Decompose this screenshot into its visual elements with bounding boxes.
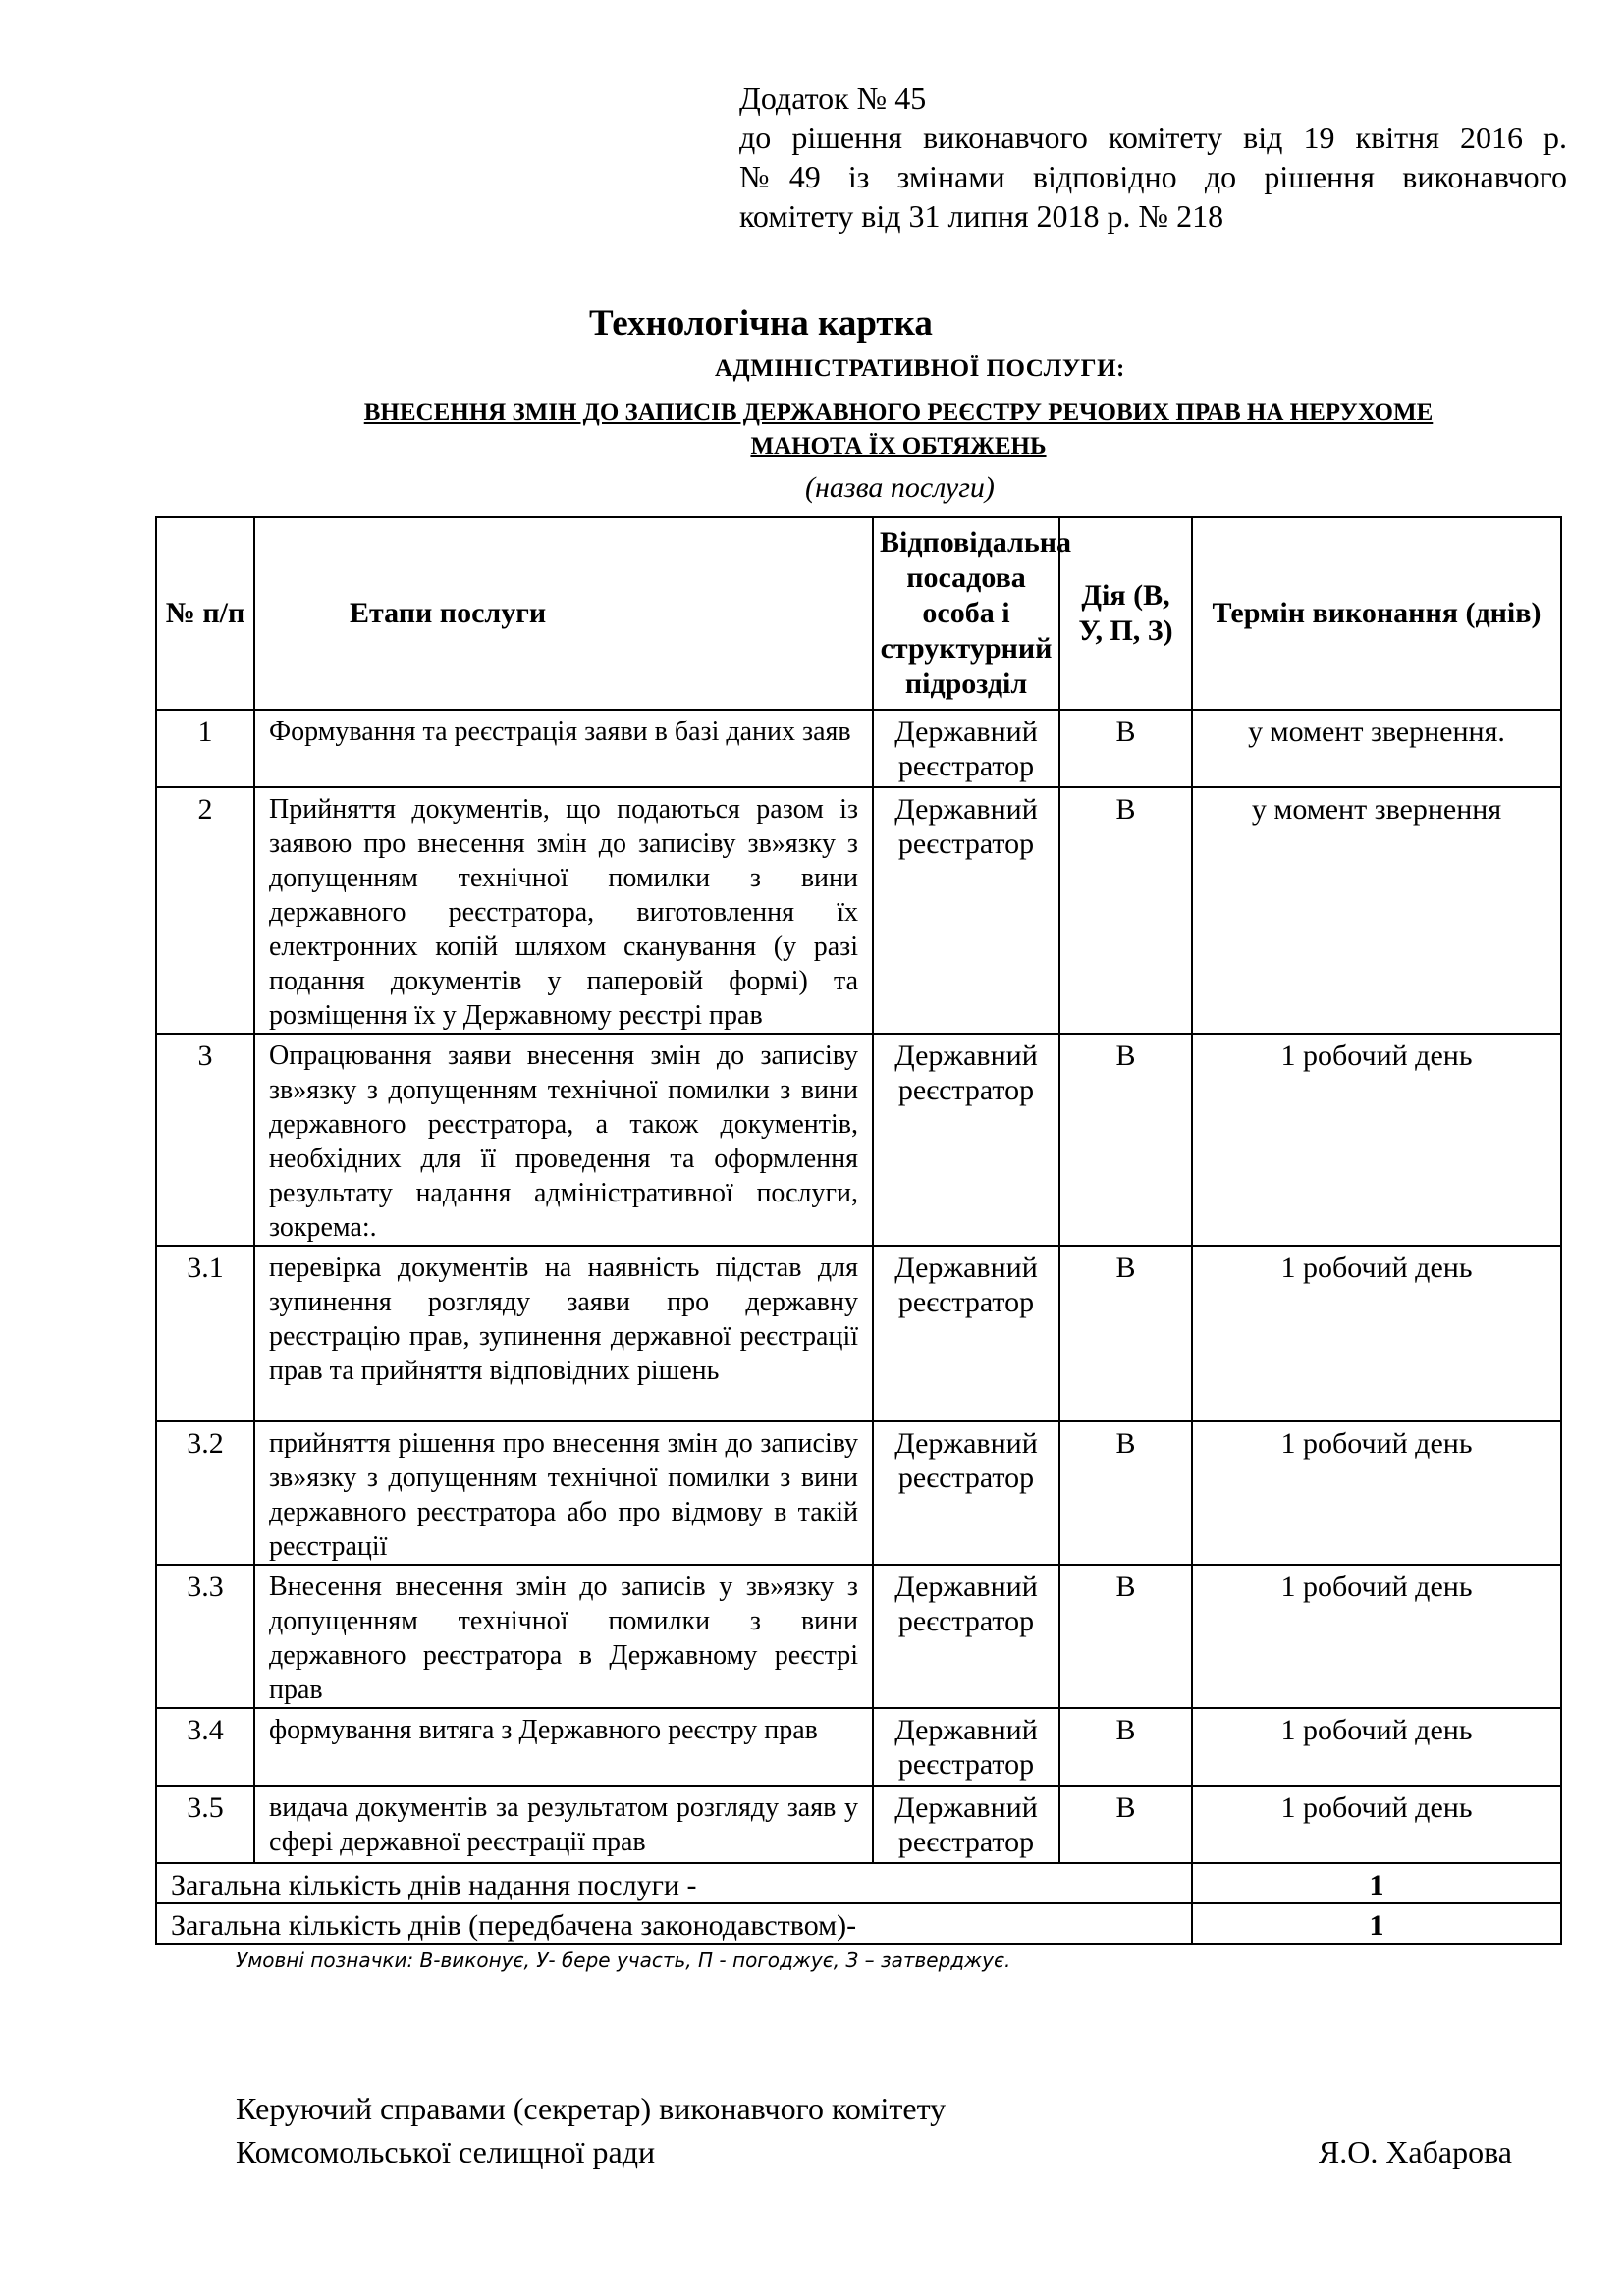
row-number: 3.3	[156, 1565, 254, 1708]
header-action: Дія (В, У, П, З)	[1059, 517, 1192, 710]
total-value: 1	[1192, 1903, 1561, 1944]
row-term: 1 робочий день	[1192, 1786, 1561, 1863]
row-action: В	[1059, 1786, 1192, 1863]
row-responsible: Державний реєстратор	[873, 1034, 1059, 1246]
row-number: 3.1	[156, 1246, 254, 1421]
service-name-hint: (назва послуги)	[805, 471, 995, 504]
row-term: 1 робочий день	[1192, 1708, 1561, 1786]
table-row	[156, 1034, 1561, 1246]
row-term: 1 робочий день	[1192, 1246, 1561, 1421]
signatory-name: Я.О. Хабарова	[1318, 2134, 1512, 2169]
decision-reference-line-3: комітету від 31 липня 2018 р. № 218	[739, 198, 1224, 234]
row-responsible: Державний реєстратор	[873, 710, 1059, 787]
header-number: № п/п	[156, 517, 254, 710]
signature-block	[236, 2087, 1512, 2173]
row-responsible: Державний реєстратор	[873, 1565, 1059, 1708]
service-name	[285, 397, 1512, 463]
signatory-position-line-1: Керуючий справами (секретар) виконавчого комітету	[236, 2091, 947, 2126]
row-action: В	[1059, 1246, 1192, 1421]
row-number: 3.2	[156, 1421, 254, 1565]
decision-reference-line-1: до рішення виконавчого комітету від 19 квітня 2016 р.	[739, 120, 1567, 155]
row-term: у момент звернення	[1192, 787, 1561, 1034]
row-number: 1	[156, 710, 254, 787]
row-number: 3.5	[156, 1786, 254, 1863]
total-label: Загальна кількість днів надання послуги -	[156, 1863, 1192, 1903]
document-title: Технологічна картка	[589, 303, 933, 344]
row-stage: Внесення внесення змін до записів у зв»язку з допущенням технічної помилки з вини державного реєстратора в Державному реєстрі прав	[254, 1565, 873, 1708]
decision-reference-line-2: №49 із змінами відповідно до рішення виконавчого	[739, 159, 1567, 194]
table-row	[156, 1421, 1561, 1565]
row-action: В	[1059, 1565, 1192, 1708]
table-row	[156, 787, 1561, 1034]
total-row-service-days	[156, 1863, 1561, 1903]
document-subtitle: АДМІНІСТРАТИВНОЇ ПОСЛУГИ:	[715, 355, 1125, 382]
appendix-number: Додаток № 45	[739, 80, 927, 116]
row-term: 1 робочий день	[1192, 1034, 1561, 1246]
row-stage: Формування та реєстрація заяви в базі даних заяв	[254, 710, 873, 787]
row-number: 3.4	[156, 1708, 254, 1786]
service-name-line-1: ВНЕСЕННЯ ЗМІН ДО ЗАПИСІВ ДЕРЖАВНОГО РЕЄСТРУ РЕЧОВИХ ПРАВ НА НЕРУХОМЕ	[363, 400, 1434, 426]
document-header	[739, 79, 1567, 236]
table-header-row	[156, 517, 1561, 710]
table-row	[156, 710, 1561, 787]
row-action: В	[1059, 1421, 1192, 1565]
row-stage: Опрацювання заяви внесення змін до записіву зв»язку з допущенням технічної помилки з вини державного реєстратора, а також документів, необхідних для її проведення та оформлення результату надання адміністративної послуги, зокрема:.	[254, 1034, 873, 1246]
header-term: Термін виконання (днів)	[1192, 517, 1561, 710]
row-stage: видача документів за результатом розгляду заяв у сфері державної реєстрації прав	[254, 1786, 873, 1863]
row-stage: перевірка документів на наявність підстав для зупинення розгляду заяви про державну реєстрацію прав, зупинення державної реєстрації прав та прийняття відповідних рішень	[254, 1246, 873, 1421]
header-stage: Етапи послуги	[254, 517, 873, 710]
table-row	[156, 1565, 1561, 1708]
technological-card-table	[155, 516, 1562, 1945]
table-row	[156, 1246, 1561, 1421]
row-term: 1 робочий день	[1192, 1565, 1561, 1708]
row-responsible: Державний реєстратор	[873, 1246, 1059, 1421]
row-stage: Прийняття документів, що подаються разом із заявою про внесення змін до записіву зв»язку з допущенням технічної помилки з вини державного реєстратора, виготовлення їх електронних копій шляхом сканування (у разі подання документів у паперовій формі) та розміщення їх у Державному реєстрі прав	[254, 787, 873, 1034]
row-stage: прийняття рішення про внесення змін до записіву зв»язку з допущенням технічної помилки з вини державного реєстратора або про відмову в такій реєстрації	[254, 1421, 873, 1565]
row-action: В	[1059, 1034, 1192, 1246]
row-responsible: Державний реєстратор	[873, 1421, 1059, 1565]
legend-note: Умовні позначки: В-виконує, У- бере участь, П - погоджує, З – затверджує.	[236, 1949, 1011, 1972]
row-term: у момент звернення.	[1192, 710, 1561, 787]
row-action: В	[1059, 787, 1192, 1034]
row-number: 2	[156, 787, 254, 1034]
row-responsible: Державний реєстратор	[873, 1786, 1059, 1863]
header-responsible: Відповідальна посадова особа і структурний підрозділ	[873, 517, 1059, 710]
row-action: В	[1059, 710, 1192, 787]
row-stage: формування витяга з Державного реєстру прав	[254, 1708, 873, 1786]
row-term: 1 робочий день	[1192, 1421, 1561, 1565]
signatory-position-line-2: Комсомольської селищної ради	[236, 2134, 656, 2169]
row-responsible: Державний реєстратор	[873, 787, 1059, 1034]
table-row	[156, 1708, 1561, 1786]
total-row-legal-days	[156, 1903, 1561, 1944]
service-name-line-2: МАНОТА ЇХ ОБТЯЖЕНЬ	[750, 433, 1047, 459]
row-responsible: Державний реєстратор	[873, 1708, 1059, 1786]
row-number: 3	[156, 1034, 254, 1246]
row-action: В	[1059, 1708, 1192, 1786]
table-row	[156, 1786, 1561, 1863]
total-label: Загальна кількість днів (передбачена законодавством)-	[156, 1903, 1192, 1944]
total-value: 1	[1192, 1863, 1561, 1903]
